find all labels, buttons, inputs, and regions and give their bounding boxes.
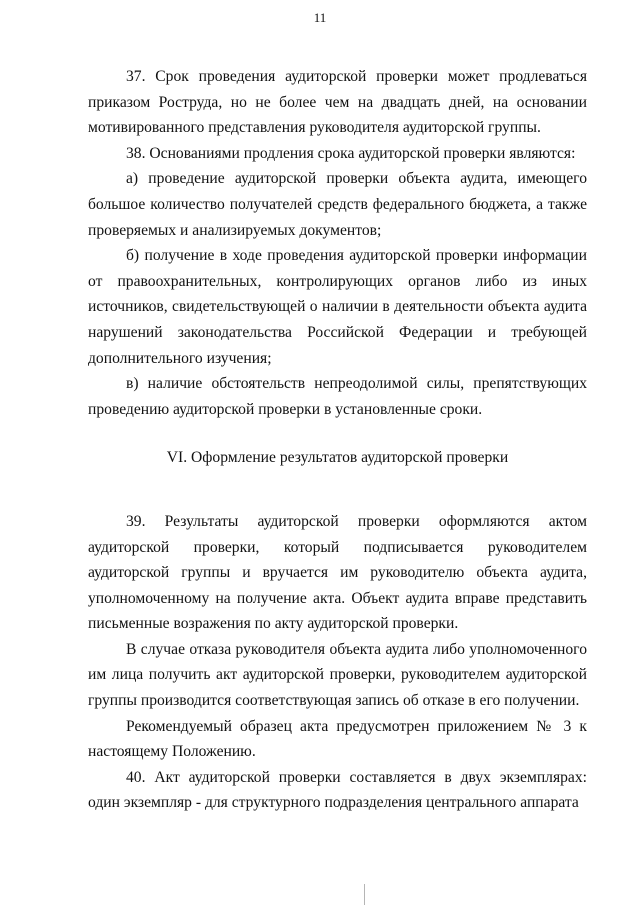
paragraph-38-v: в) наличие обстоятельств непреодолимой силы, препятствующих проведению аудиторской проверки в установленные сроки. — [88, 375, 587, 418]
paragraph-37: 37. Срок проведения аудиторской проверки может продлеваться приказом Роструда, но не более чем на двадцать дней, на основании мотивированного представления руководителя аудиторской группы. — [88, 68, 587, 137]
paragraph-sample-act: Рекомендуемый образец акта предусмотрен приложением № 3 к настоящему Положению. — [88, 717, 587, 761]
scan-edge-mark — [364, 884, 365, 905]
paragraph-38-b: б) получение в ходе проведения аудиторской проверки информации от правоохранительных, контролирующих органов либо из иных источников, свидетельствующей о наличии в деятельности объекта аудита нарушений законодательства Российской Федерации и требующей дополнительного изучения; — [88, 247, 587, 367]
paragraph-38: 38. Основаниями продления срока аудиторской проверки являются: — [126, 144, 576, 162]
page-number: 11 — [313, 10, 327, 25]
paragraph-40: 40. Акт аудиторской проверки составляется в двух экземплярах: один экземпляр - для структурного подразделения центрального аппарата — [88, 768, 587, 812]
document-body — [88, 64, 587, 816]
paragraph-38-a: а) проведение аудиторской проверки объекта аудита, имеющего большое количество получателей средств федерального бюджета, а также проверяемых и анализируемых документов; — [88, 170, 587, 239]
paragraph-39: 39. Результаты аудиторской проверки оформляются актом аудиторской проверки, который подписывается руководителем аудиторской группы и вручается им руководителю объекта аудита, уполномоченному на получение акта. Объект аудита вправе представить письменные возражения по акту аудиторской проверки. — [88, 512, 587, 633]
section-heading: VI. Оформление результатов аудиторской проверки — [166, 449, 509, 467]
paragraph-refusal: В случае отказа руководителя объекта аудита либо уполномоченного им лица получить акт аудиторской проверки, руководителем аудиторской группы производится соответствующая запись об отказе в его получении. — [88, 640, 587, 710]
